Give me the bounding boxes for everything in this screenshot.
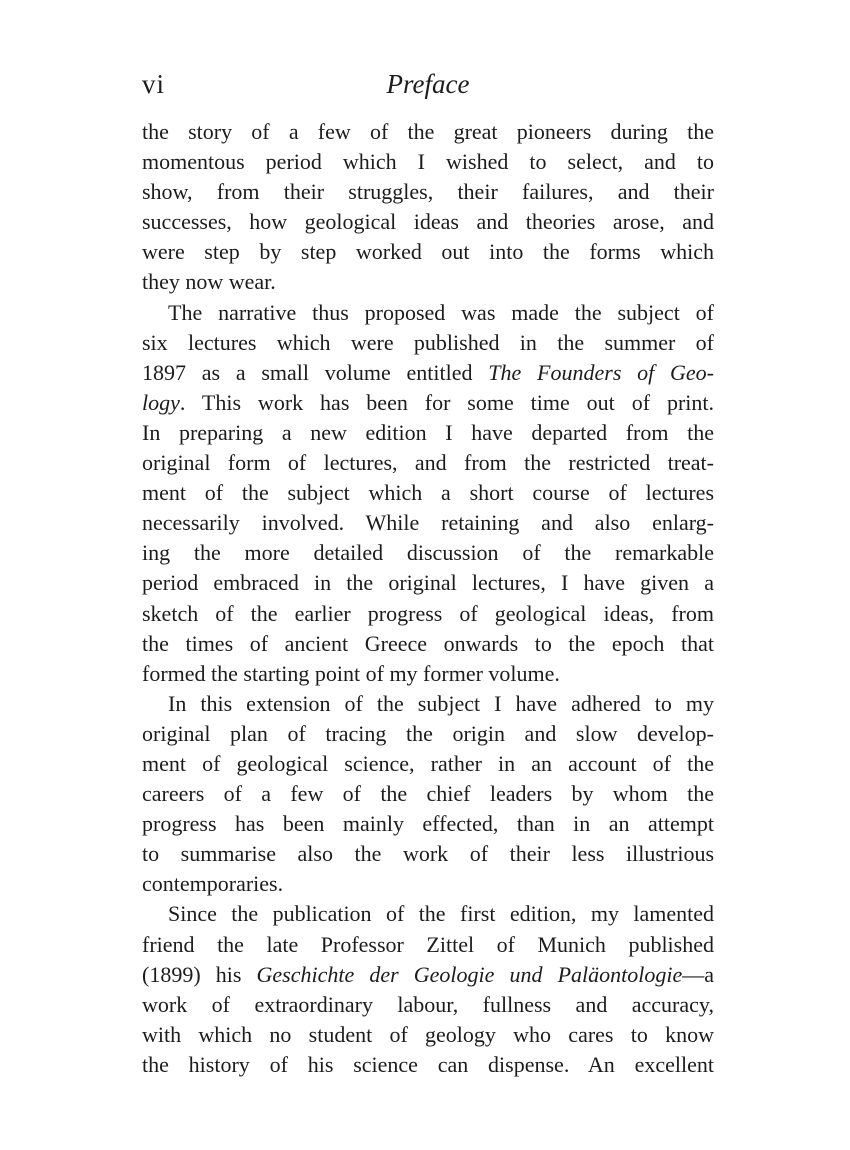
text-line: original plan of tracing the origin and slow develop- <box>142 720 714 746</box>
text-line <box>142 388 714 418</box>
text-line: six lectures which were published in the summer of <box>142 329 714 355</box>
text-line <box>142 960 714 990</box>
book-title-italic: Geschichte der Geologie und Paläontologie <box>256 961 683 987</box>
text-line: period embraced in the original lectures, I have given a <box>142 570 714 596</box>
text-line: Since the publication of the first edition, my lamented <box>168 901 714 927</box>
text-line: to summarise also the work of their less illustrious <box>142 841 714 867</box>
book-title-italic: logy <box>142 389 180 415</box>
text-line: necessarily involved. While retaining and also enlarg- <box>142 510 714 536</box>
text-segment: (1899) his <box>142 961 257 987</box>
text-line: In this extension of the subject I have adhered to my <box>168 690 714 716</box>
text-line: momentous period which I wished to select, and to <box>142 149 714 175</box>
text-line: sketch of the earlier progress of geological ideas, from <box>142 600 714 626</box>
text-line: ing the more detailed discussion of the remarkable <box>142 540 714 566</box>
text-line: the story of a few of the great pioneers during the <box>142 119 714 144</box>
body-text <box>142 117 714 1080</box>
page-header <box>142 64 714 104</box>
text-line: The narrative thus proposed was made the subject of <box>168 299 714 325</box>
text-line: show, from their struggles, their failures, and their <box>142 179 714 205</box>
page-number: vi <box>142 69 166 99</box>
text-line: friend the late Professor Zittel of Munich published <box>142 931 714 957</box>
text-line: contemporaries. <box>142 871 284 897</box>
text-segment: 1897 as a small volume entitled <box>142 359 489 385</box>
text-segment: . This work has been for some time out of print. <box>179 389 714 415</box>
text-line: careers of a few of the chief leaders by whom the <box>142 781 714 807</box>
text-line: progress has been mainly effected, than in an attempt <box>142 811 714 837</box>
text-line: In preparing a new edition I have departed from the <box>142 419 714 445</box>
text-line: work of extraordinary labour, fullness and accuracy, <box>142 991 714 1017</box>
text-line: were step by step worked out into the forms which <box>142 239 714 265</box>
text-line: formed the starting point of my former volume. <box>142 660 560 686</box>
text-segment: —a <box>682 961 714 987</box>
text-line: the times of ancient Greece onwards to the epoch that <box>142 630 714 656</box>
text-line: original form of lectures, and from the restricted treat- <box>142 450 714 476</box>
text-line: ment of the subject which a short course of lectures <box>142 480 714 506</box>
text-line: successes, how geological ideas and theories arose, and <box>142 209 714 235</box>
text-line: they now wear. <box>142 269 276 295</box>
text-line: the history of his science can dispense. An excellent <box>142 1051 714 1077</box>
text-line: with which no student of geology who cares to know <box>142 1021 714 1047</box>
book-title-italic: The Founders of Geo- <box>488 359 714 385</box>
text-line <box>142 358 714 388</box>
text-line: ment of geological science, rather in an account of the <box>142 750 714 776</box>
running-title: Preface <box>386 69 470 99</box>
